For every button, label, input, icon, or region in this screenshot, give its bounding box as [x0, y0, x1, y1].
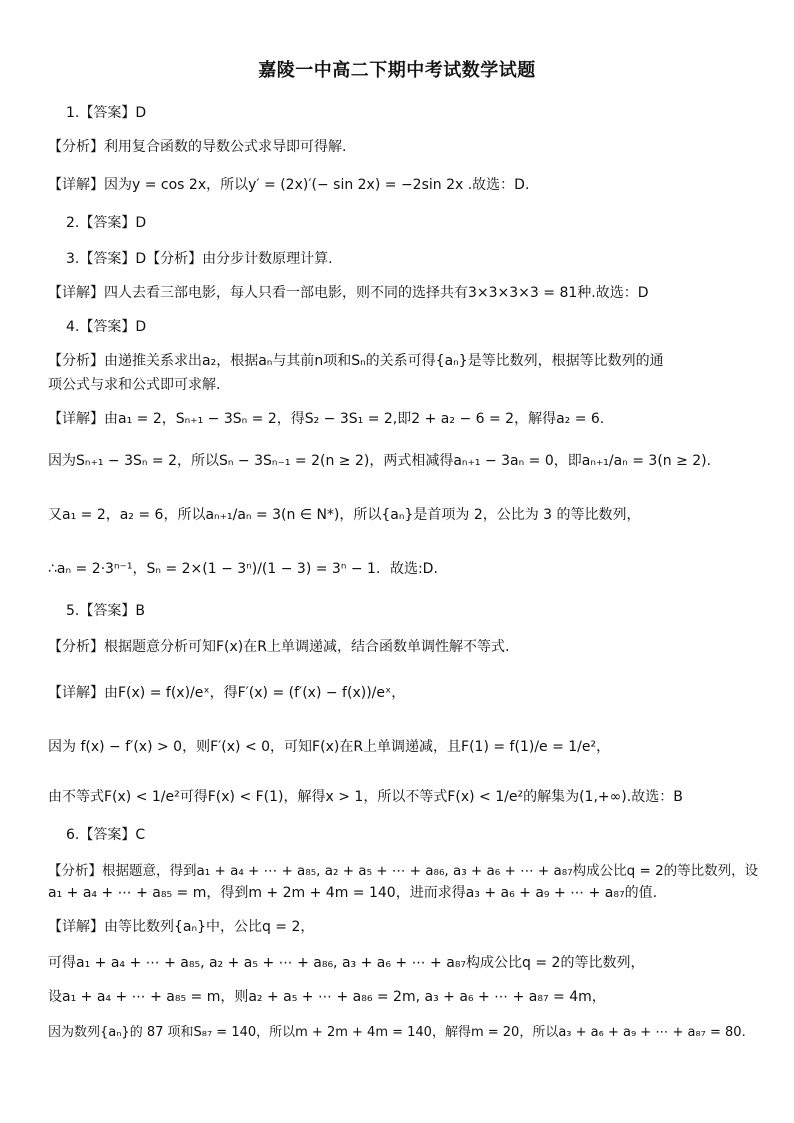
- answer-4: 4.【答案】D: [66, 319, 147, 335]
- detail-4-line3: 又a₁ = 2，a₂ = 6，所以aₙ₊₁/aₙ = 3(n ∈ N*)，所以{aₙ}是首项为 2，公比为 3 的等比数列，: [48, 507, 641, 523]
- detail-4-line2: 因为Sₙ₊₁ − 3Sₙ = 2，所以Sₙ − 3Sₙ₋₁ = 2(n ≥ 2)，两式相减得aₙ₊₁ − 3aₙ = 0，即aₙ₊₁/aₙ = 3(n ≥ 2).: [48, 453, 712, 469]
- analysis-6-line1: 【分析】根据题意，得到a₁ + a₄ + ⋯ + a₈₅, a₂ + a₅ + ⋯ + a₈₆, a₃ + a₆ + ⋯ + a₈₇构成公比q = 2的等比数列，设: [48, 863, 759, 879]
- answer-2: 2.【答案】D: [66, 215, 147, 231]
- detail-5-line2: 因为 f(x) − f′(x) > 0，则F′(x) < 0，可知F(x)在R上单调递减，且F(1) = f(1)/e = 1/e²，: [48, 739, 611, 755]
- answer-5: 5.【答案】B: [66, 603, 145, 619]
- detail-6-line3: 设a₁ + a₄ + ⋯ + a₈₅ = m，则a₂ + a₅ + ⋯ + a₈₆ = 2m, a₃ + a₆ + ⋯ + a₈₇ = 4m，: [48, 989, 606, 1005]
- answer-3: 3.【答案】D【分析】由分步计数原理计算.: [66, 251, 333, 267]
- detail-6-line1: 【详解】由等比数列{aₙ}中，公比q = 2，: [48, 919, 315, 935]
- detail-1: 【详解】因为y = cos 2x，所以y′ = (2x)′(− sin 2x) = −2sin 2x .故选：D.: [48, 177, 530, 193]
- detail-3: 【详解】四人去看三部电影，每人只看一部电影，则不同的选择共有3×3×3×3 = 81种.故选：D: [48, 285, 649, 301]
- answer-6: 6.【答案】C: [66, 827, 146, 843]
- detail-4-line1: 【详解】由a₁ = 2，Sₙ₊₁ − 3Sₙ = 2，得S₂ − 3S₁ = 2,即2 + a₂ − 6 = 2，解得a₂ = 6.: [48, 411, 605, 427]
- detail-4-line4: ∴aₙ = 2·3ⁿ⁻¹，Sₙ = 2×(1 − 3ⁿ)/(1 − 3) = 3ⁿ − 1．故选:D.: [48, 561, 438, 577]
- analysis-6-line2: a₁ + a₄ + ⋯ + a₈₅ = m，得到m + 2m + 4m = 140，进而求得a₃ + a₆ + a₉ + ⋯ + a₈₇的值.: [48, 885, 658, 901]
- analysis-4-line1: 【分析】由递推关系求出a₂，根据aₙ与其前n项和Sₙ的关系可得{aₙ}是等比数列，根据等比数列的通: [48, 353, 664, 369]
- detail-6-line2: 可得a₁ + a₄ + ⋯ + a₈₅, a₂ + a₅ + ⋯ + a₈₆, a₃ + a₆ + ⋯ + a₈₇构成公比q = 2的等比数列，: [48, 955, 645, 971]
- detail-6-line4: 因为数列{aₙ}的 87 项和S₈₇ = 140，所以m + 2m + 4m = 140，解得m = 20，所以a₃ + a₆ + a₉ + ⋯ + a₈₇ = 80.: [48, 1025, 746, 1040]
- detail-5-line3: 由不等式F(x) < 1/e²可得F(x) < F(1)，解得x > 1，所以不等式F(x) < 1/e²的解集为(1,+∞).故选：B: [48, 789, 683, 805]
- analysis-4-line2: 项公式与求和公式即可求解.: [48, 377, 221, 393]
- analysis-5: 【分析】根据题意分析可知F(x)在R上单调递减，结合函数单调性解不等式.: [48, 639, 510, 655]
- page-title: 嘉陵一中高二下期中考试数学试题: [258, 60, 536, 81]
- detail-5-line1: 【详解】由F(x) = f(x)/eˣ，得F′(x) = (f′(x) − f(x))/eˣ，: [48, 685, 406, 701]
- analysis-1: 【分析】利用复合函数的导数公式求导即可得解.: [48, 139, 347, 155]
- answer-1: 1.【答案】D: [66, 105, 147, 121]
